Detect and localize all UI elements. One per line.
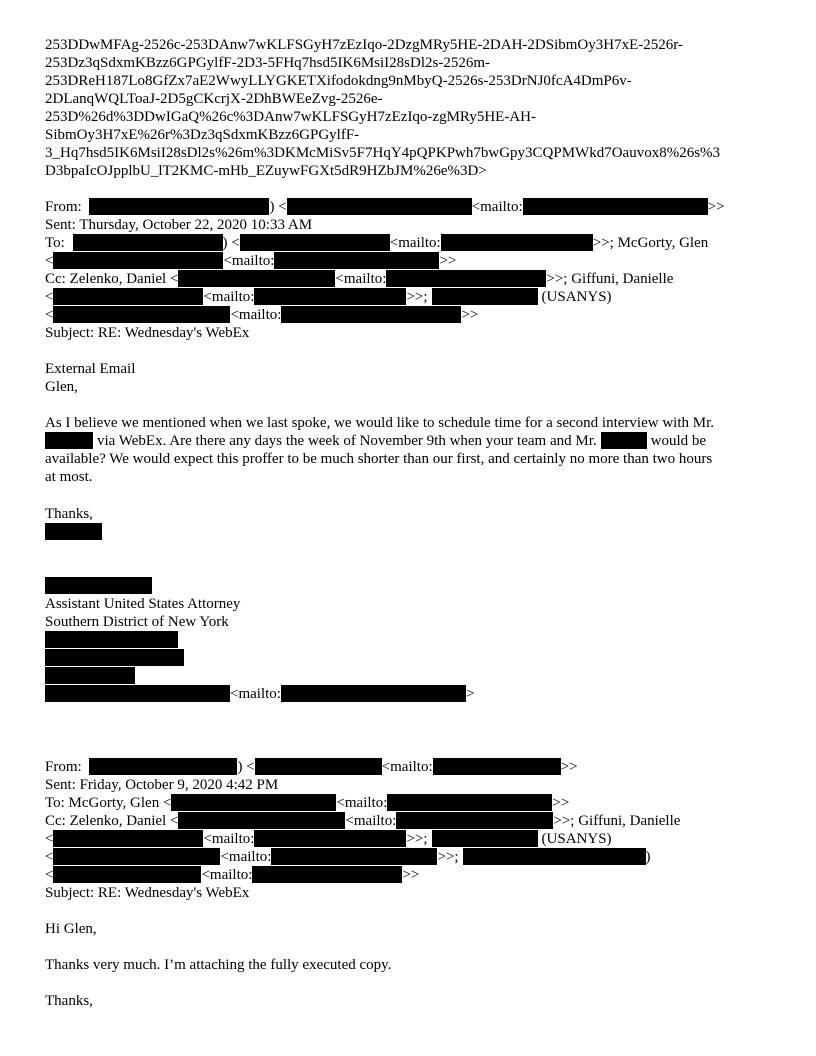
sender-name-redaction	[45, 577, 152, 594]
mailto-prefix: <mailto:	[471, 199, 523, 215]
mailto-prefix: <mailto:	[230, 686, 281, 702]
redaction-box	[178, 812, 345, 829]
email2-greeting: Hi Glen,	[45, 921, 97, 937]
email1-to-line-2	[45, 252, 456, 270]
redaction-box	[178, 270, 335, 287]
redaction-box	[274, 252, 439, 269]
cc-label: Cc: Zelenko, Daniel <	[45, 271, 179, 287]
address-redaction-1	[45, 631, 178, 648]
url-line-4: 2DLanqWQLToaJ-2D5gCKcrjX-2DhBWEeZvg-2526e-	[45, 91, 383, 107]
lt-bracket: <	[45, 849, 54, 865]
redaction-box	[523, 198, 708, 215]
url-line-8: D3bpaIcOJpplbU_lT2KMC-mHb_EZuywFGXt5dR9HZbJM%26e%3D>	[45, 163, 487, 179]
signature-email-line	[45, 685, 474, 703]
email2-cc-line	[45, 812, 680, 830]
signature-name-redaction	[45, 523, 102, 540]
url-line-5: 253D%26d%3DDwIGaQ%26c%3DAnw7wKLFSGyH7zEzIqo-zgMRy5HE-AH-	[45, 109, 536, 125]
email2-from-line	[45, 758, 578, 776]
redaction-box	[463, 848, 646, 865]
email1-to-line	[45, 234, 708, 252]
email2-sent-line: Sent: Friday, October 9, 2020 4:42 PM	[45, 777, 279, 793]
mailto-prefix: <mailto:	[201, 867, 253, 883]
email2-to-line	[45, 794, 569, 812]
redaction-box	[281, 685, 466, 702]
lt-bracket: <	[45, 867, 54, 883]
redaction-box	[53, 306, 230, 323]
email2-cc-line-4	[45, 866, 419, 884]
redaction-box	[287, 198, 472, 215]
email1-subject: Subject: RE: Wednesday's WebEx	[45, 325, 250, 341]
redaction-box	[281, 306, 461, 323]
email2-cc-line-2	[45, 830, 612, 848]
mailto-close: >	[465, 686, 475, 702]
mailto-close: >>	[402, 867, 420, 883]
url-line-6: SibmOy3H7xE%26r%3Dz3qSdxmKBzz6GPGylfF-	[45, 127, 360, 143]
mailto-close: >>	[707, 199, 725, 215]
redaction-box	[89, 758, 237, 775]
phone-redaction	[45, 667, 135, 684]
email2-cc-line-3	[45, 848, 651, 866]
mailto-prefix: <mailto:	[381, 759, 433, 775]
url-line-7: 3_Hq7hsd5IK6MsiI28sDl2s%26m%3DKMcMiSv5F7HqY4pQPKPwh7bwGpy3CQPMWkd7Oauvox8%26s%3	[45, 145, 721, 161]
lt-bracket: <	[45, 253, 54, 269]
redaction-box	[387, 794, 552, 811]
url-line-3: 253DReH187Lo8GfZx7aE2WwyLLYGKETXifodokdng9nMbyQ-2526s-253DrNJ0fcA4DmP6v-	[45, 73, 632, 89]
lt-bracket: <	[45, 831, 54, 847]
mailto-close: >>	[461, 307, 479, 323]
redaction-box	[73, 234, 223, 251]
email1-cc-line	[45, 270, 673, 288]
email2-subject: Subject: RE: Wednesday's WebEx	[45, 885, 250, 901]
external-email-notice: External Email	[45, 361, 136, 377]
email1-thanks: Thanks,	[45, 506, 93, 522]
semicolon: >>;	[437, 849, 459, 865]
redaction-box	[441, 234, 593, 251]
email1-cc-line-2	[45, 288, 612, 306]
mailto-prefix: <mailto:	[220, 849, 272, 865]
cc-tail: >>; Giffuni, Danielle	[546, 271, 674, 287]
body-line-2-tail: would be	[650, 433, 707, 449]
redaction-box	[255, 758, 382, 775]
mailto-prefix: <mailto:	[345, 813, 397, 829]
body-line-2	[45, 432, 706, 450]
from-separator: ) <	[269, 199, 287, 215]
mailto-prefix: <mailto:	[223, 253, 275, 269]
mailto-prefix: <mailto:	[230, 307, 282, 323]
redaction-box	[89, 198, 269, 215]
url-line-2: 253Dz3qSdxmKBzz6GPGylfF-2D3-5FHq7hsd5IK6MsiI28sDl2s-2526m-	[45, 55, 490, 71]
redaction-box	[601, 432, 647, 449]
redaction-box	[53, 288, 203, 305]
to-separator: ) <	[222, 235, 240, 251]
redaction-box	[432, 830, 538, 847]
signature-title: Assistant United States Attorney	[45, 596, 241, 612]
from-label: From:	[45, 199, 82, 215]
redaction-box	[53, 848, 220, 865]
body-line-2-text: via WebEx. Are there any days the week of November 9th when your team and Mr.	[97, 433, 597, 449]
redaction-box	[396, 812, 553, 829]
usanys-label: (USANYS)	[541, 289, 612, 305]
redaction-box	[240, 234, 390, 251]
mailto-prefix: <mailto:	[389, 235, 441, 251]
redaction-box	[271, 848, 437, 865]
body-line-3: available? We would expect this proffer to be much shorter than our first, and certainly no more than two hours	[45, 451, 713, 467]
body-line-4: at most.	[45, 469, 93, 485]
email1-cc-line-3	[45, 306, 478, 324]
mailto-close: >>	[439, 253, 457, 269]
redaction-box	[433, 758, 561, 775]
cc-tail: >>; Giffuni, Danielle	[553, 813, 681, 829]
redaction-box	[386, 270, 546, 287]
to-label: To: McGorty, Glen <	[45, 795, 172, 811]
lt-bracket: <	[45, 289, 54, 305]
email1-sent-line: Sent: Thursday, October 22, 2020 10:33 AM	[45, 217, 313, 233]
mailto-prefix: <mailto:	[335, 271, 387, 287]
to-label: To:	[45, 235, 65, 251]
redaction-box	[252, 866, 402, 883]
body-line-1: As I believe we mentioned when we last spoke, we would like to schedule time for a second interview with Mr.	[45, 415, 714, 431]
email2-body: Thanks very much. I’m attaching the fully executed copy.	[45, 957, 392, 973]
signature-office: Southern District of New York	[45, 614, 229, 630]
redaction-box	[45, 685, 230, 702]
redaction-box	[53, 866, 201, 883]
redaction-box	[254, 288, 406, 305]
close-paren: )	[645, 849, 651, 865]
lt-bracket: <	[45, 307, 54, 323]
mailto-close: >>	[560, 759, 578, 775]
email2-thanks: Thanks,	[45, 993, 93, 1009]
mailto-prefix: <mailto:	[336, 795, 388, 811]
from-label: From:	[45, 759, 82, 775]
to-tail: >>; McGorty, Glen	[592, 235, 709, 251]
mailto-close: >>	[552, 795, 570, 811]
redaction-box	[45, 432, 93, 449]
cc-label: Cc: Zelenko, Daniel <	[45, 813, 179, 829]
url-line-1: 253DDwMFAg-2526c-253DAnw7wKLFSGyH7zEzIqo-2DzgMRy5HE-2DAH-2DSibmOy3H7xE-2526r-	[45, 37, 683, 53]
redaction-box	[53, 252, 223, 269]
mailto-prefix: <mailto:	[203, 289, 255, 305]
from-separator: ) <	[237, 759, 255, 775]
email1-from-line	[45, 198, 725, 216]
redaction-box	[432, 288, 538, 305]
semicolon: >>;	[406, 831, 428, 847]
semicolon: >>;	[406, 289, 428, 305]
email1-greeting: Glen,	[45, 379, 78, 395]
usanys-label: (USANYS)	[541, 831, 612, 847]
redaction-box	[171, 794, 336, 811]
redaction-box	[254, 830, 406, 847]
redaction-box	[53, 830, 203, 847]
address-redaction-2	[45, 649, 184, 666]
mailto-prefix: <mailto:	[203, 831, 255, 847]
